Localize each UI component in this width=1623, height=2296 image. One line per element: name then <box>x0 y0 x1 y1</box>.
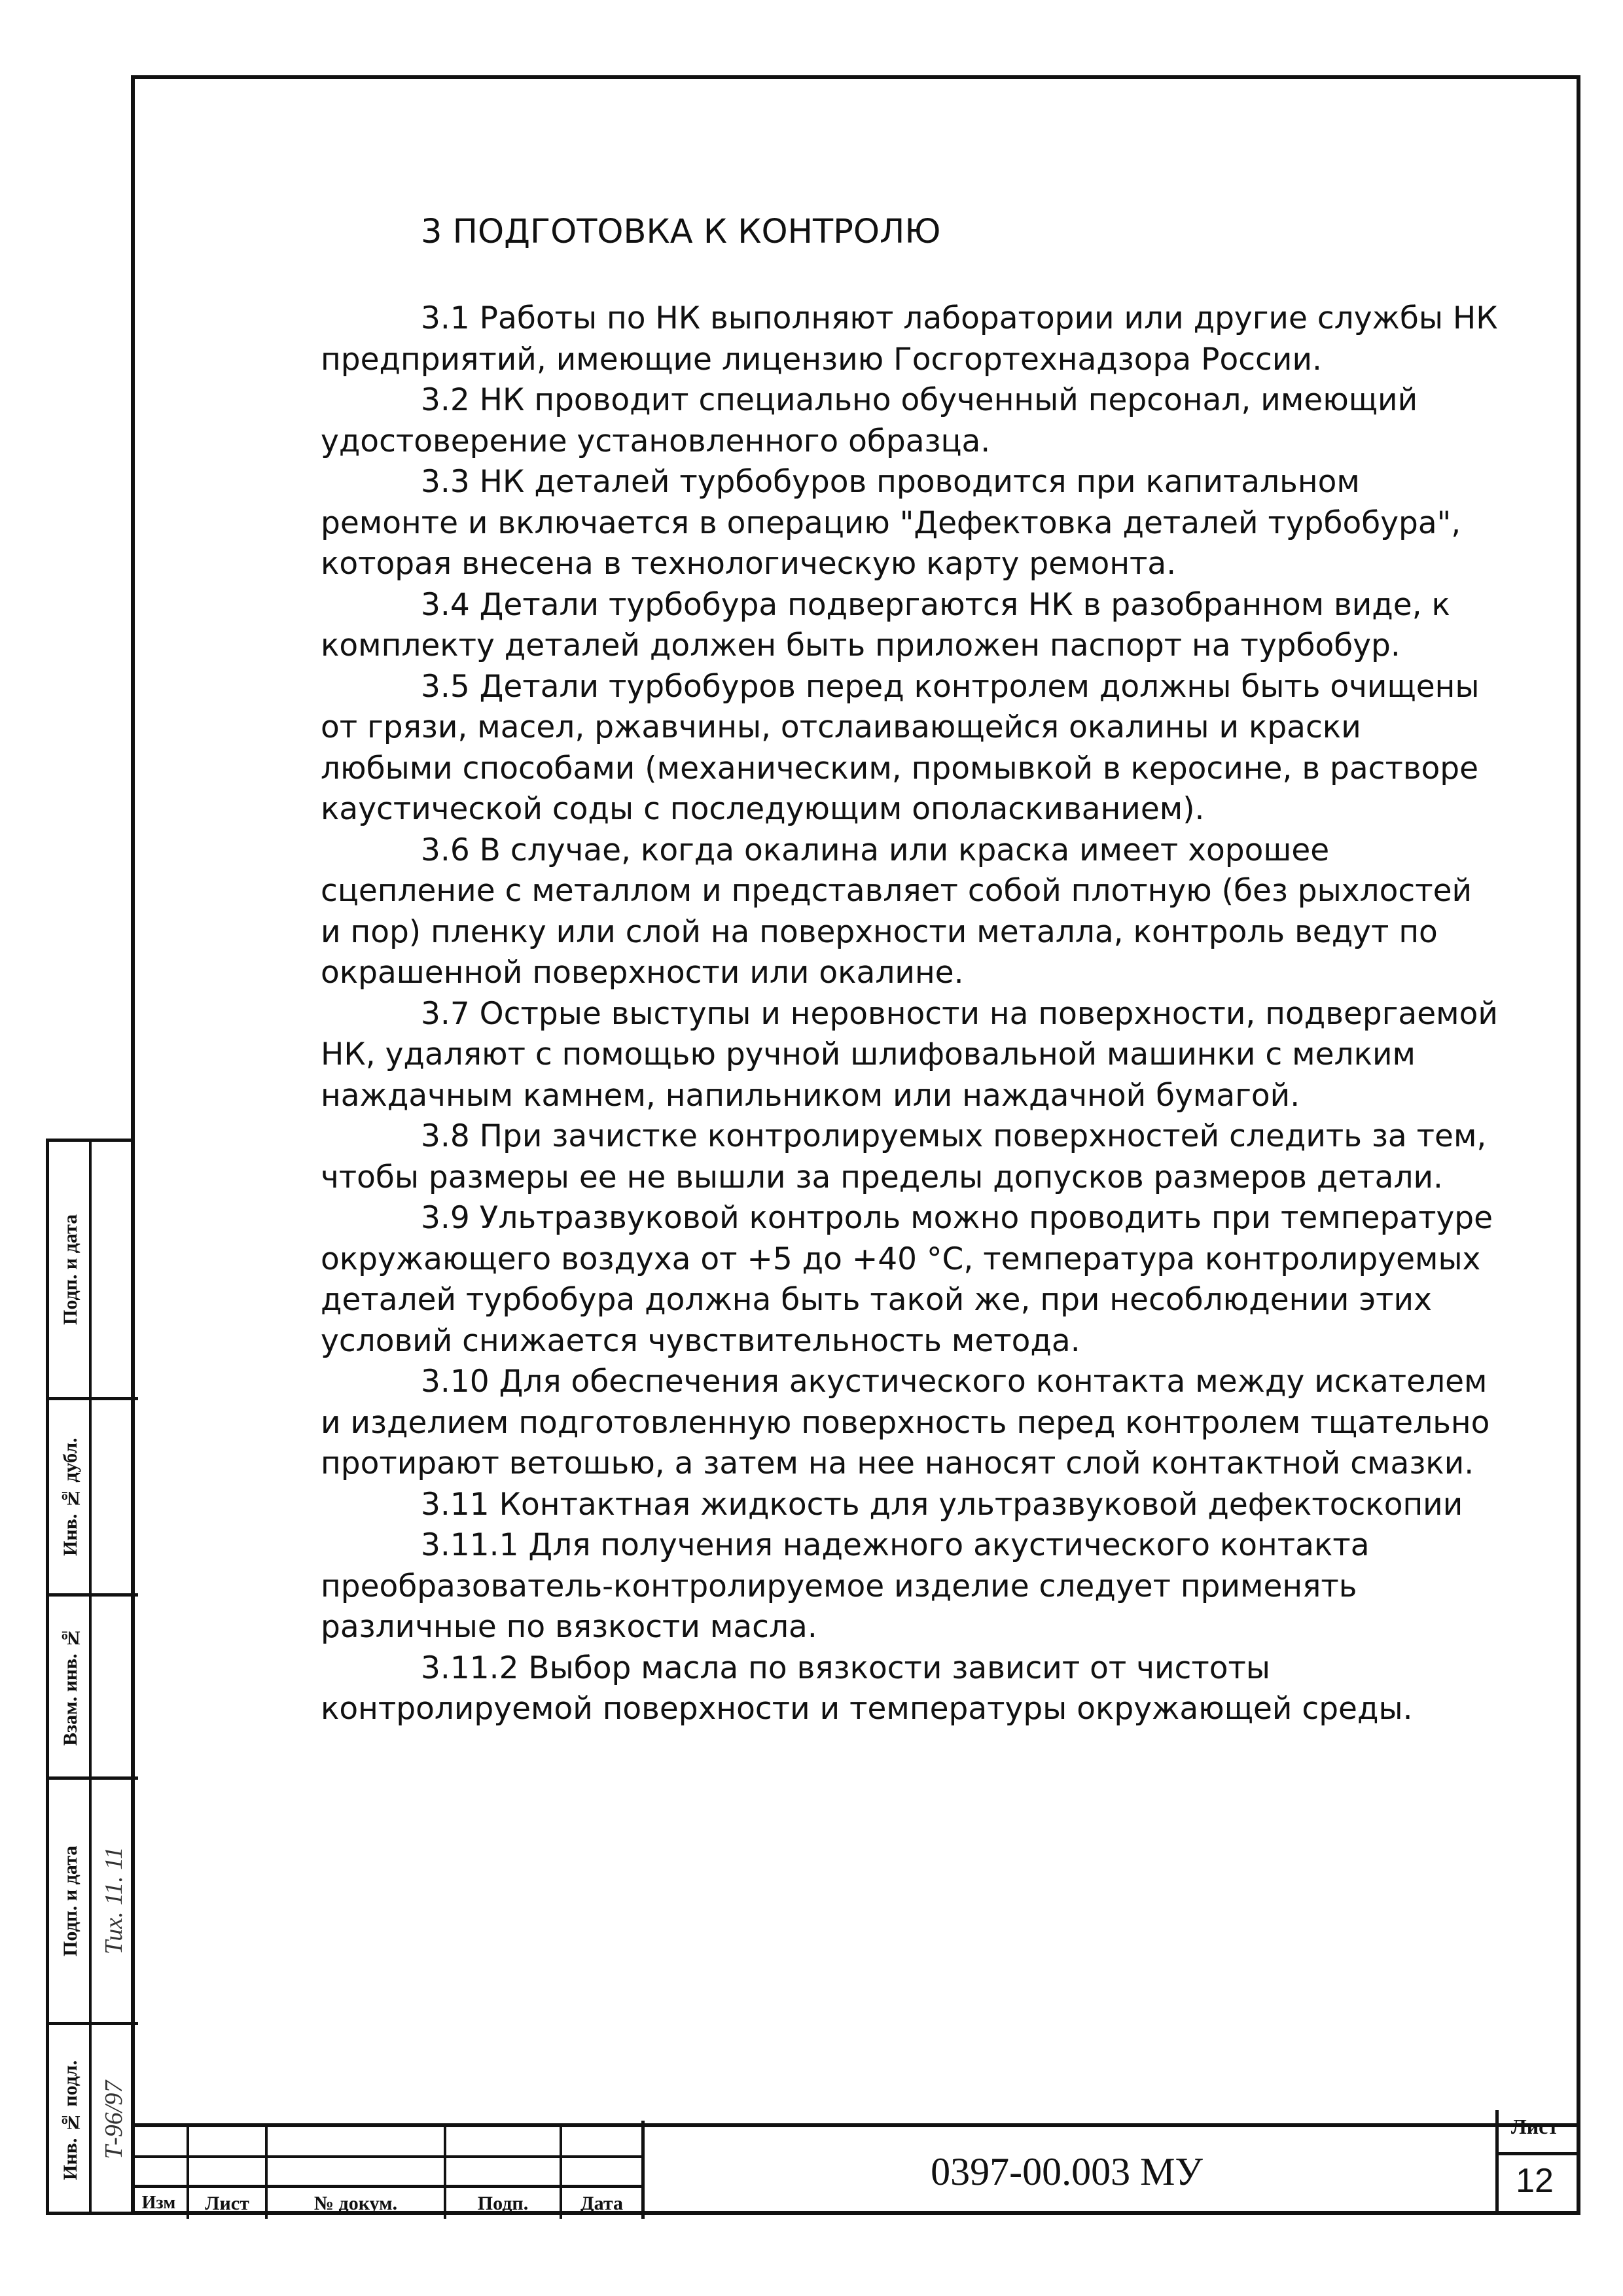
paragraph-3-1: 3.1 Работы по НК выполняют лаборатории или другие службы НК предприятий, имеющие лицензию Госгортехнадзора России. <box>321 300 1498 378</box>
title-block-row-line-1 <box>131 2155 645 2158</box>
paragraph-3-2: 3.2 НК проводит специально обученный персонал, имеющий удостоверение установленного образца. <box>321 382 1418 459</box>
section-heading: 3 ПОДГОТОВКА К КОНТРОЛЮ <box>421 213 941 251</box>
paragraph-3-11: 3.11 Контактная жидкость для ультразвуковой дефектоскопии <box>421 1486 1463 1523</box>
binding-cell-orig-inv <box>49 2025 138 2215</box>
sheet-label: Лист <box>1510 2115 1559 2138</box>
document-code: 0397-00.003 МУ <box>931 2150 1203 2193</box>
binding-label-replace-inv: Взам. инв. № <box>60 1627 81 1746</box>
binding-cell-sign-date-2 <box>49 1780 138 2025</box>
col-label-sheet: Лист <box>205 2193 249 2214</box>
title-block-row-line-2 <box>131 2185 645 2188</box>
binding-label-dup-inv: Инв. № дубл. <box>60 1438 81 1556</box>
binding-label-orig-inv: Инв. № подл. <box>60 2060 81 2180</box>
paragraph-3-8: 3.8 При зачистке контролируемых поверхностей следить за тем, чтобы размеры ее не вышли за пределы допусков размеров детали. <box>321 1118 1487 1195</box>
col-label-date: Дата <box>580 2193 623 2214</box>
binding-strip <box>46 1139 135 2215</box>
section-body <box>321 213 1499 1730</box>
paragraph-3-7: 3.7 Острые выступы и неровности на поверхности, подвергаемой НК, удаляют с помощью ручной шлифовальной машинки с мелким наждачным камнем, напильником или наждачной бумагой. <box>321 995 1498 1114</box>
paragraph-3-11-2: 3.11.2 Выбор масла по вязкости зависит от чистоты контролируемой поверхности и температуры окружающей среды. <box>321 1650 1413 1727</box>
col-label-doc-number: № докум. <box>313 2193 398 2214</box>
paragraph-3-4: 3.4 Детали турбобура подвергаются НК в разобранном виде, к комплекту деталей должен быть приложен паспорт на турбобур. <box>321 586 1450 663</box>
handwritten-signature: Тих. 11. 11 <box>100 1846 128 1955</box>
title-block <box>131 2123 1580 2215</box>
sheet-box-divider <box>1499 2152 1580 2155</box>
paragraph-3-9: 3.9 Ультразвуковой контроль можно проводить при температуре окружающего воздуха от +5 до +40 °С, температура контролируемых деталей турбобура должна быть такой же, при несоблюдении этих условий снижается чувствительность метода. <box>321 1200 1493 1359</box>
binding-label-sign-date-2: Подп. и дата <box>60 1845 81 1956</box>
paragraph-3-10: 3.10 Для обеспечения акустического контакта между искателем и изделием подготовленную поверхность перед контролем тщательно протирают ветошью, а затем на нее наносят слой контактной смазки. <box>321 1364 1490 1481</box>
title-block-col-line-5 <box>641 2121 645 2219</box>
handwritten-inventory-number: Т-96/97 <box>100 2080 128 2160</box>
binding-cell-dup-inv <box>49 1400 138 1597</box>
paragraph-3-5: 3.5 Детали турбобуров перед контролем должны быть очищены от грязи, масел, ржавчины, отслаивающейся окалины и краски любыми способами (механическим, промывкой в керосине, в растворе каустической соды с последующим ополаскиванием). <box>321 668 1480 827</box>
paragraph-3-3: 3.3 НК деталей турбобуров проводится при капитальном ремонте и включается в операцию "Дефектовка деталей турбобура", которая внесена в технологическую карту ремонта. <box>321 464 1461 582</box>
col-label-change: Изм <box>141 2193 176 2213</box>
binding-cell-sign-date-1 <box>49 1142 138 1400</box>
sheet-number: 12 <box>1516 2162 1554 2200</box>
paragraph-3-11-1: 3.11.1 Для получения надежного акустического контакта преобразователь-контролируемое изделие следует применять различные по вязкости масла. <box>321 1527 1370 1645</box>
binding-cell-replace-inv <box>49 1597 138 1780</box>
col-label-signature: Подп. <box>477 2193 529 2214</box>
binding-label-sign-date-1: Подп. и дата <box>60 1214 81 1325</box>
paragraph-3-6: 3.6 В случае, когда окалина или краска имеет хорошее сцепление с металлом и представляет собой плотную (без рыхлостей и пор) пленку или слой на поверхности металла, контроль ведут по окрашенной поверхности или окалине. <box>321 832 1472 991</box>
